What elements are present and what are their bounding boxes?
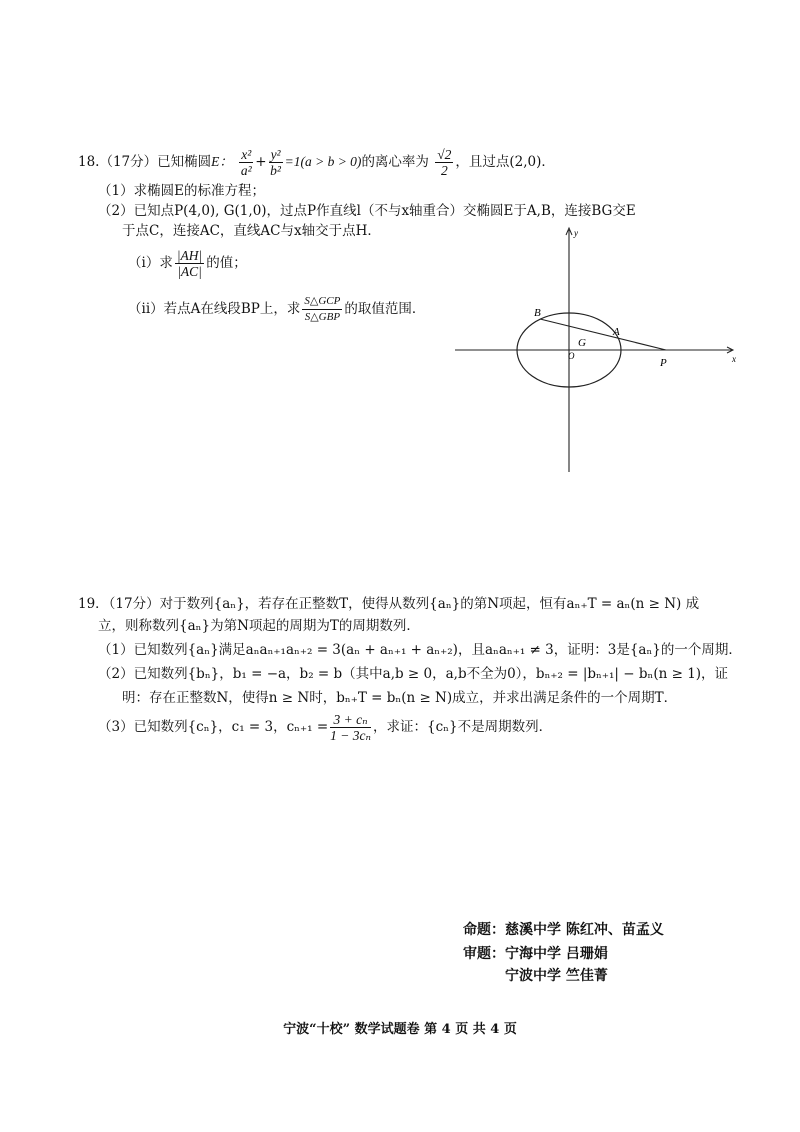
q19-part3-num: 3 + cₙ [330, 712, 371, 728]
q18-part-ii-suffix: 的取值范围． [344, 301, 426, 317]
q18-part-i-num: |AH| [176, 248, 203, 263]
q19-part3-prefix: （3）已知数列{cₙ}，c₁ = 3，cₙ₊₁ = [98, 719, 329, 735]
q18-part-i-den: |AC| [177, 264, 202, 279]
q18-stem [78, 147, 555, 178]
page-footer: 宁波“十校” 数学试题卷 第 4 页 共 4 页 [283, 1022, 517, 1037]
q18-part-ii-prefix: （ii）若点A在线段BP上，求 [128, 301, 301, 317]
q18-part-ii [128, 294, 425, 325]
q19-part3 [98, 712, 552, 743]
q18-tail: ，且过点(2,0)． [455, 154, 555, 170]
q19-part2-line1: （2）已知数列{bₙ}，b₁ = −a，b₂ = b（其中a,b ≥ 0，a,b不全为0），bₙ₊₂ = |bₙ₊₁| − bₙ(n ≥ 1)，证 [98, 666, 729, 682]
q18-frac-y [269, 147, 283, 178]
q18-ecc-text: 的离心率为 [361, 154, 429, 170]
ellipse-figure [450, 224, 740, 474]
label-b: B [534, 307, 541, 319]
credits-reviewer-2: 宁波中学 竺佳菁 [505, 968, 608, 984]
q18-frac-x-num: x² [241, 147, 252, 162]
q18-part-i [128, 248, 247, 279]
credits-reviewer-1: 审题：宁海中学 吕珊娟 [463, 946, 608, 962]
label-x: x [732, 354, 736, 364]
q19-part1: （1）已知数列{aₙ}满足aₙaₙ₊₁aₙ₊₂ = 3(aₙ + aₙ₊₁ + aₙ₊₂)，且aₙaₙ₊₁ ≠ 3，证明：3是{aₙ}的一个周期． [98, 642, 742, 658]
q18-part-ii-num: S△GCP [302, 294, 342, 310]
label-g: G [578, 337, 586, 349]
q18-part-ii-frac [302, 294, 342, 325]
q19-part3-den: 1 − 3cₙ [330, 728, 371, 743]
q18-ecc-den: 2 [440, 163, 448, 178]
q18-part-i-prefix: （i）求 [128, 255, 173, 271]
q19-part3-frac [330, 712, 371, 743]
q18-ecc-frac [435, 147, 453, 178]
q18-frac-x-den: a² [240, 163, 252, 178]
line-bp [540, 319, 666, 350]
q19-part2-line2: 明：存在正整数N，使得n ≥ N时，bₙ₊T = bₙ(n ≥ N)成立，并求出满足条件的一个周期T． [122, 690, 678, 706]
label-y: y [574, 228, 578, 238]
q18-frac-y-num: y² [270, 147, 281, 162]
label-a: A [613, 326, 620, 338]
q19-part3-suffix: ，求证：{cₙ}不是周期数列． [373, 719, 553, 735]
q18-head: 18.（17分）已知椭圆 [78, 154, 212, 170]
q18-condition: =1(a > b > 0) [284, 154, 362, 169]
q18-ellipse-name: E： [211, 154, 233, 169]
q18-part-i-frac [175, 248, 204, 279]
q18-plus: + [255, 154, 267, 170]
q19-line2: 立，则称数列{aₙ}为第N项起的周期为T的周期数列． [98, 618, 420, 634]
q18-frac-x [239, 147, 253, 178]
q18-frac-y-den: b² [270, 163, 281, 178]
q18-ecc-num: √2 [437, 147, 452, 162]
q19-line1: 19．（17分）对于数列{aₙ}，若存在正整数T，使得从数列{aₙ}的第N项起，恒有aₙ₊T = aₙ(n ≥ N) 成 [78, 596, 700, 612]
q18-part2-line1: （2）已知点P(4,0), G(1,0)，过点P作直线l（不与x轴重合）交椭圆E于A,B，连接BG交E [98, 203, 636, 219]
q18-part1: （1）求椭圆E的标准方程； [98, 183, 265, 199]
label-origin: O [568, 351, 575, 361]
credits-author: 命题：慈溪中学 陈红冲、苗孟义 [463, 922, 664, 938]
q18-part-ii-den: S△GBP [304, 311, 341, 323]
label-p: P [660, 357, 667, 369]
q18-part2-line2: 于点C，连接AC，直线AC与x轴交于点H． [122, 223, 381, 239]
q18-part-i-suffix: 的值； [206, 255, 247, 271]
